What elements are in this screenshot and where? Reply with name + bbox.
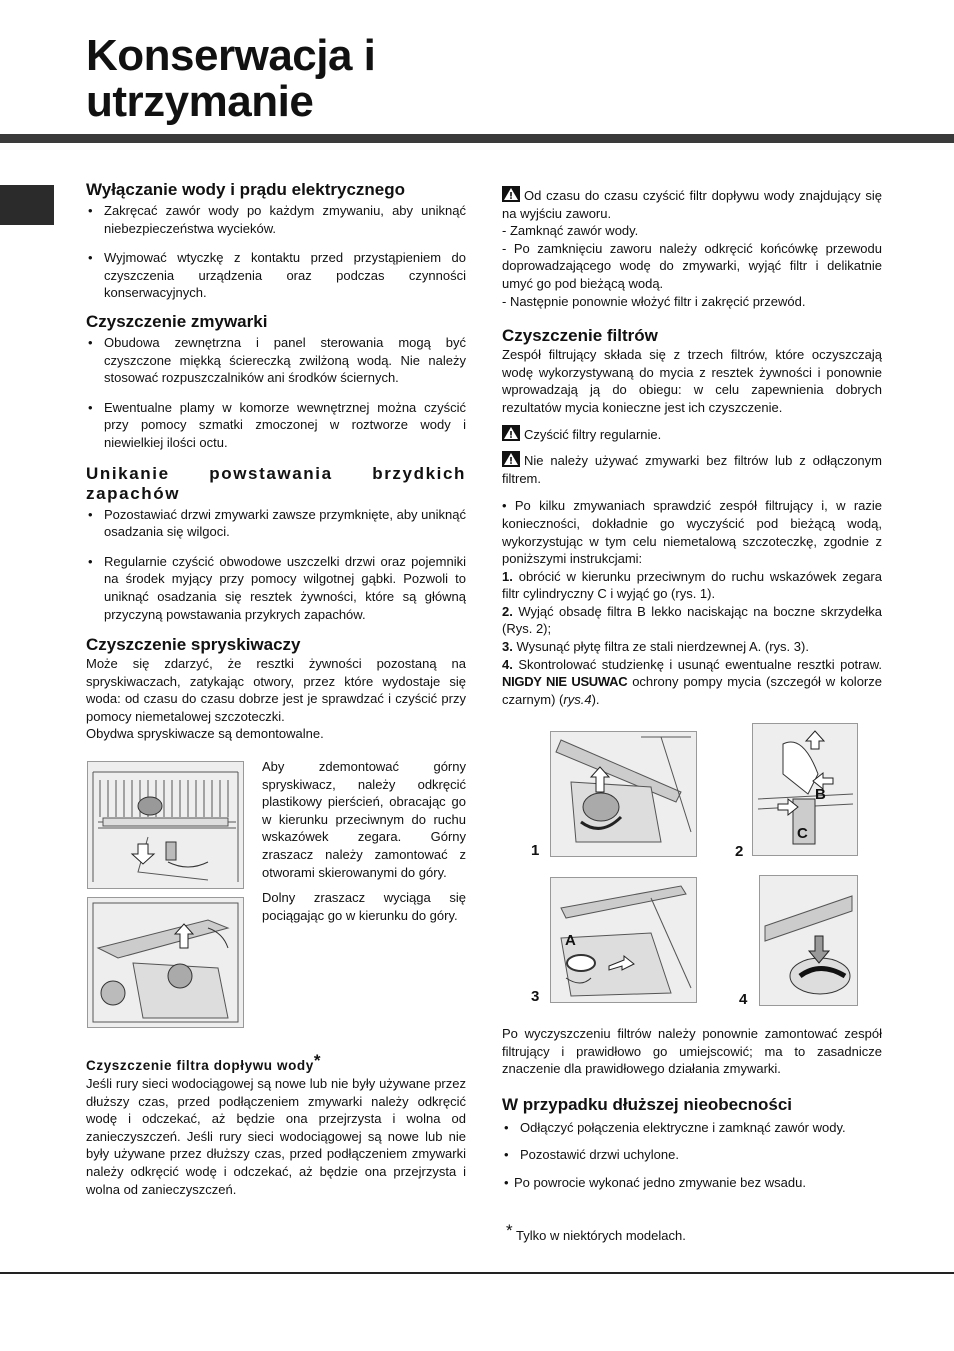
left-column bbox=[86, 180, 466, 743]
heading-cleaning-dishwasher: Czyszczenie zmywarki bbox=[86, 311, 268, 331]
inlet-filter-paragraph: Jeśli rury sieci wodociągowej są nowe lub nie były używane przez dłuższy czas, przed podłączeniem zmywarki należy odkręcić wodę i odczekać, aż będzie ona przejrzysta i wolna od zanieczyszczeń. Jeśli rury sieci wodociągowej są nowe lub nie były używane przez dłuższy czas, przed podłączeniem zmywarki należy odkręcić wodę i odczekać, aż będzie ona przejrzysta i wolna od zanieczyszczeń. bbox=[86, 1076, 466, 1197]
figure-number-4: 4 bbox=[739, 991, 748, 1008]
lower-spray-arm-text: Dolny zraszacz wyciąga się pociągając go w kierunku do góry. bbox=[262, 890, 466, 923]
list-item: • Po powrocie wykonać jedno zmywanie bez wsadu. bbox=[502, 1174, 882, 1192]
list-odours bbox=[86, 506, 466, 624]
spray-arms-removable: Obydwa spryskiwacze są demontowalne. bbox=[86, 726, 324, 742]
figure-filter-4 bbox=[759, 875, 858, 1006]
after-cleaning-paragraph: Po wyczyszczeniu filtrów należy ponownie zamontować zespół filtrujący i prawidłowo go umiejscowić; ma to zasadnicze znaczenie dla prawidłowego działania zmywarki. bbox=[502, 1026, 882, 1077]
heading-odours: Unikanie powstawania brzydkich zapachów bbox=[86, 463, 466, 503]
heading-absence: W przypadku dłuższej nieobecności bbox=[502, 1094, 792, 1114]
filters-warning-1: Czyścić filtry regularnie. bbox=[502, 425, 882, 444]
list-absence bbox=[502, 1119, 882, 1192]
filter-label-c: C bbox=[797, 825, 808, 842]
footnote-star: * bbox=[506, 1221, 513, 1240]
figure-lower-spray-arm bbox=[87, 897, 244, 1028]
list-item: • Obudowa zewnętrzna i panel sterowania mogą być czyszczone miękką ściereczką zwilżoną wodą. Nie należy stosować rozpuszczalników ani środków ściernych. bbox=[86, 334, 466, 387]
upper-spray-arm-text: Aby zdemontować górny spryskiwacz, należy odkręcić plastikowy pierścień, obracając go w kierunku przeciwnym do ruchu wskazówek zegara. Górny zraszacz należy zamontować z otworami skierowanymi do góry. bbox=[262, 759, 466, 880]
filter-step-1: 1. obrócić w kierunku przeciwnym do ruchu wskazówek zegara filtr cylindryczny C i wyjąć go (rys. 1). bbox=[502, 568, 882, 602]
footnote-star: * bbox=[313, 1051, 322, 1070]
inlet-step-3: - Następnie ponownie włożyć filtr i zakręcić przewód. bbox=[502, 293, 806, 309]
filter-step-2: 2. Wyjąć obsadę filtra B lekko naciskając na boczne skrzydełka (Rys. 2); bbox=[502, 603, 882, 637]
figure-number-2: 2 bbox=[735, 843, 744, 860]
filter-label-a: A bbox=[565, 932, 576, 949]
title-bar bbox=[0, 134, 954, 143]
section-tab bbox=[0, 185, 54, 225]
figure-number-1: 1 bbox=[531, 842, 540, 859]
list-item: • Ewentualne plamy w komorze wewnętrznej można czyścić przy pomocy szmatki zmoczonej w roztworze wody i niewielkiej ilości octu. bbox=[86, 399, 466, 452]
list-item: • Regularnie czyścić obwodowe uszczelki drzwi oraz pojemniki na środek myjący przy pomocy wilgotnej gąbki. Pozwoli to uniknąć osadzania się resztek żywności, które są główną przyczyną powstawania przykrych zapachów. bbox=[86, 553, 466, 623]
inlet-step-1: - Zamknąć zawór wody. bbox=[502, 223, 639, 239]
inlet-filter-section bbox=[86, 1052, 466, 1198]
right-column-intro bbox=[502, 186, 882, 708]
filter-step-4: 4. Skontrolować studzienkę i usunąć ewentualne resztki potraw. NIGDY NIE USUWAC ochrony pompy mycia (szczegół w kolorze czarnym) (rys.4). bbox=[502, 656, 882, 707]
figure-number-3: 3 bbox=[531, 988, 540, 1005]
page-title: Konserwacja i utrzymanie bbox=[86, 31, 376, 126]
heading-water-power: Wyłączanie wody i prądu elektrycznego bbox=[86, 180, 406, 199]
filters-paragraph: Zespół filtrujący składa się z trzech filtrów, które oczyszczają wodę wykorzystywaną do mycia z resztek żywności i ponownie wprowadzają ją do obiegu: w celu zapewnienia dobrych rezultatów mycia konieczne jest ich czyszczenie. bbox=[502, 347, 882, 415]
heading-filters: Czyszczenie filtrów bbox=[502, 326, 658, 346]
inlet-warning: Od czasu do czasu czyścić filtr dopływu wody znajdujący się na wyjściu zaworu. bbox=[502, 188, 882, 221]
filters-warning-2: Nie należy używać zmywarki bez filtrów lub z odłączonym filtrem. bbox=[502, 453, 882, 486]
footnote: * Tylko w niektórych modelach. bbox=[506, 1221, 686, 1243]
filter-label-b: B bbox=[815, 786, 826, 803]
inlet-step-2: - Po zamknięciu zaworu należy odkręcić końcówkę przewodu doprowadzającego wodę do zmywarki, wyjąć filtr i delikatnie umyć go pod bieżącą wodą. bbox=[502, 240, 882, 291]
list-item: • Pozostawić drzwi uchylone. bbox=[502, 1146, 882, 1164]
list-cleaning-dishwasher bbox=[86, 334, 466, 452]
figure-upper-spray-arm bbox=[87, 761, 244, 889]
list-item: • Pozostawiać drzwi zmywarki zawsze przymknięte, aby uniknąć osadzania się wilgoci. bbox=[86, 506, 466, 541]
warning-icon bbox=[502, 186, 520, 202]
spray-arms-paragraph: Może się zdarzyć, że resztki żywności pozostaną na spryskiwaczach, zatykając otwory, przez które wydostaje się woda: od czasu do czasu dobrze jest je sprawdzać i czyścić przy pomocy niemetalowej szczoteczki. bbox=[86, 656, 466, 724]
list-water-power bbox=[86, 202, 466, 302]
heading-spray-arms: Czyszczenie spryskiwaczy bbox=[86, 635, 301, 655]
figure-filter-1 bbox=[550, 731, 697, 857]
filters-check-paragraph: • Po kilku zmywaniach sprawdzić zespół filtrujący i, w razie konieczności, dokładnie go wyczyścić pod bieżącą wodą, wykorzystując w tym celu niemetalową szczoteczkę, zgodnie z poniższymi instrukcjami: bbox=[502, 498, 882, 567]
warning-icon bbox=[502, 451, 520, 467]
warning-icon bbox=[502, 425, 520, 441]
spray-arm-side-text bbox=[262, 758, 466, 924]
heading-inlet-filter: Czyszczenie filtra dopływu wody* bbox=[86, 1051, 322, 1073]
list-item: • Odłączyć połączenia elektryczne i zamknąć zawór wody. bbox=[502, 1119, 882, 1137]
list-item: • Wyjmować wtyczkę z kontaktu przed przystąpieniem do czyszczenia urządzenia oraz podczas czynności konserwacyjnych. bbox=[86, 249, 466, 302]
right-column-bottom bbox=[502, 1025, 882, 1204]
bottom-rule bbox=[0, 1272, 954, 1274]
list-item: • Zakręcać zawór wody po każdym zmywaniu, aby uniknąć niebezpieczeństwa wycieków. bbox=[86, 202, 466, 237]
filter-step-3: 3. Wysunąć płytę filtra ze stali nierdzewnej A. (rys. 3). bbox=[502, 639, 809, 655]
